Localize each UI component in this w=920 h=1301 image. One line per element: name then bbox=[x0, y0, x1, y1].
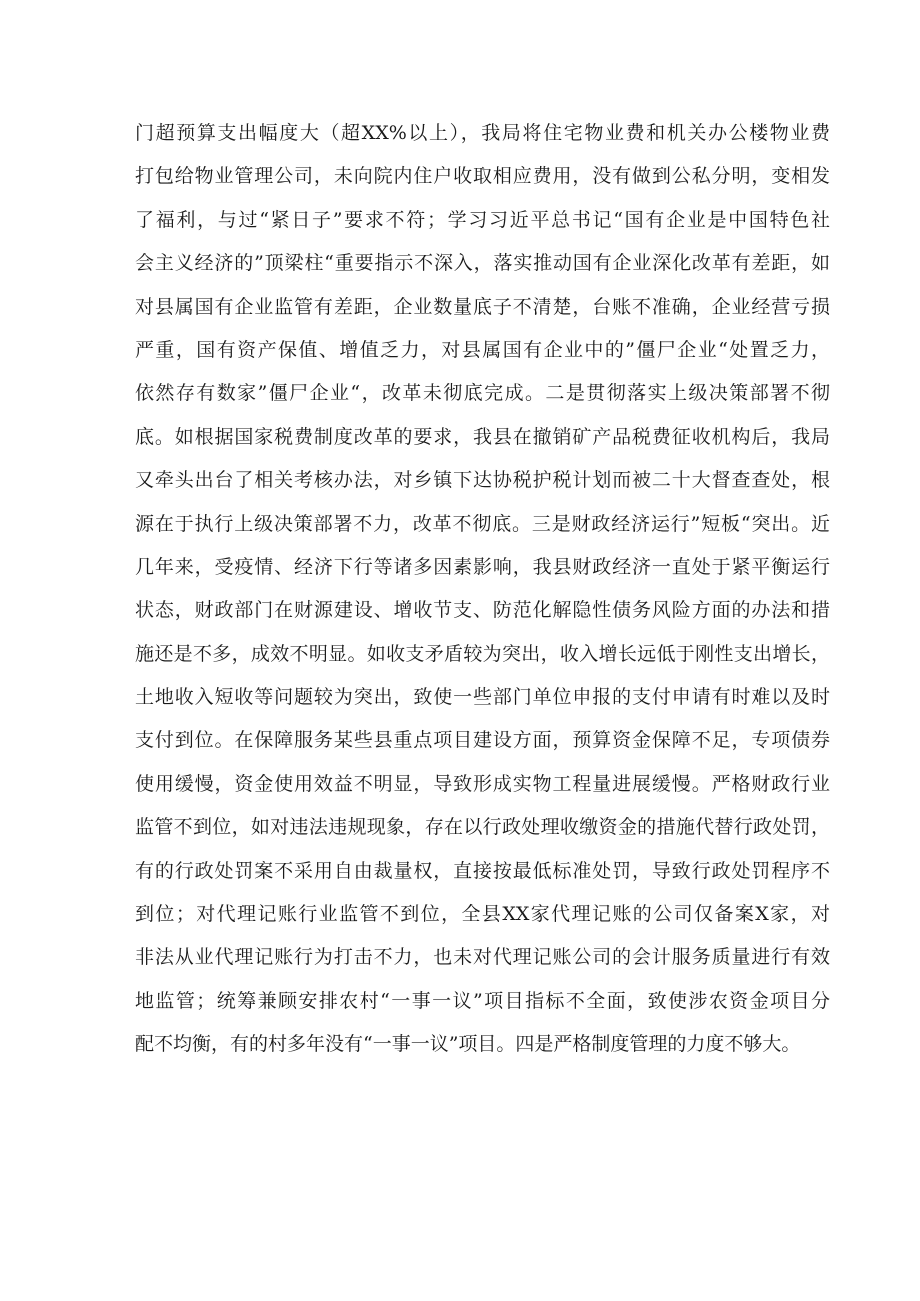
text-line: 又牵头出台了相关考核办法，对乡镇下达协税护税计划而被二十大督查查处，根 bbox=[135, 469, 830, 492]
text-line: 对县属国有企业监管有差距，企业数量底子不清楚，台账不准确，企业经营亏损 bbox=[135, 295, 830, 318]
text-line: 有的行政处罚案不采用自由裁量权，直接按最低标准处罚，导致行政处罚程序不 bbox=[135, 859, 830, 882]
text-line: 到位；对代理记账行业监管不到位，全县XX家代理记账的公司仅备案X家，对 bbox=[135, 903, 830, 926]
text-line: 源在于执行上级决策部署不力，改革不彻底。三是财政经济运行”短板“突出。近 bbox=[135, 512, 830, 535]
text-line: 了福利，与过“紧日子”要求不符；学习习近平总书记“国有企业是中国特色社 bbox=[135, 208, 830, 231]
text-line: 底。如根据国家税费制度改革的要求，我县在撤销矿产品税费征收机构后，我局 bbox=[135, 425, 830, 448]
text-line: 会主义经济的”顶梁柱“重要指示不深入，落实推动国有企业深化改革有差距，如 bbox=[135, 252, 830, 275]
text-line: 状态，财政部门在财源建设、增收节支、防范化解隐性债务风险方面的办法和措 bbox=[135, 599, 830, 622]
text-line: 依然存有数家”僵尸企业“，改革未彻底完成。二是贯彻落实上级决策部署不彻 bbox=[135, 382, 830, 405]
text-line: 配不均衡，有的村多年没有“一事一议”项目。四是严格制度管理的力度不够大。 bbox=[135, 1033, 801, 1056]
text-line: 地监管；统筹兼顾安排农村“一事一议”项目指标不全面，致使涉农资金项目分 bbox=[135, 989, 830, 1012]
text-line: 支付到位。在保障服务某些县重点项目建设方面，预算资金保障不足，专项债券 bbox=[135, 729, 830, 752]
text-line: 打包给物业管理公司，未向院内住户收取相应费用，没有做到公私分明，变相发 bbox=[135, 165, 830, 188]
text-line: 非法从业代理记账行为打击不力，也未对代理记账公司的会计服务质量进行有效 bbox=[135, 946, 830, 969]
text-line: 土地收入短收等问题较为突出，致使一些部门单位申报的支付申请有时难以及时 bbox=[135, 686, 830, 709]
text-line: 几年来，受疫情、经济下行等诸多因素影响，我县财政经济一直处于紧平衡运行 bbox=[135, 555, 830, 578]
text-line: 施还是不多，成效不明显。如收支矛盾较为突出，收入增长远低于刚性支出增长， bbox=[135, 642, 830, 665]
text-line: 使用缓慢，资金使用效益不明显，导致形成实物工程量进展缓慢。严格财政行业 bbox=[135, 772, 830, 795]
text-line: 严重，国有资产保值、增值乏力，对县属国有企业中的”僵尸企业“处置乏力， bbox=[135, 338, 830, 361]
body-paragraph bbox=[135, 112, 830, 1067]
text-line: 监管不到位，如对违法违规现象，存在以行政处理收缴资金的措施代替行政处罚， bbox=[135, 816, 830, 839]
text-line: 门超预算支出幅度大（超XX%以上），我局将住宅物业费和机关办公楼物业费 bbox=[135, 122, 830, 144]
